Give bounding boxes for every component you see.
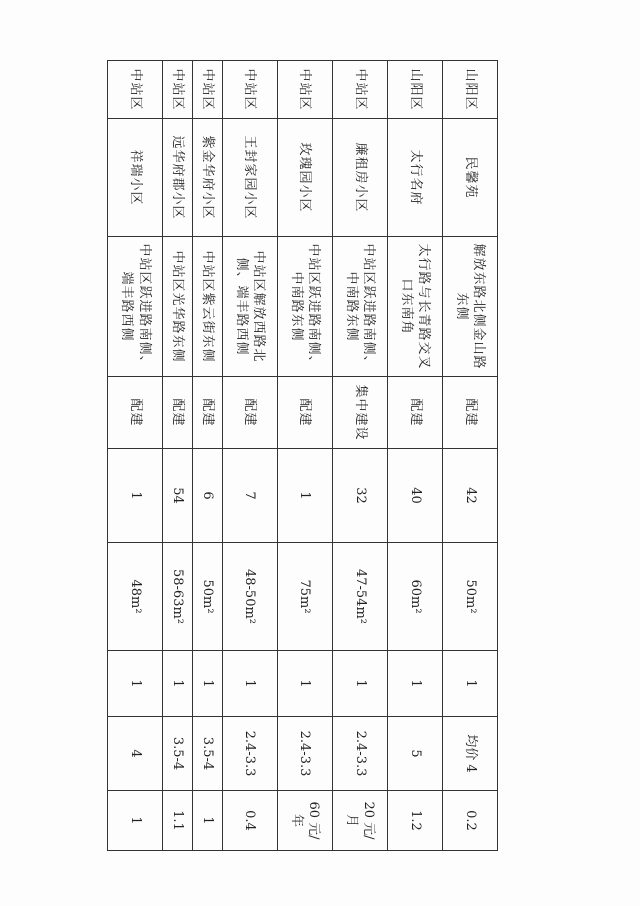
location-cell: 中站区解放西路北侧、端丰路西侧 <box>222 237 277 377</box>
build-type-cell: 配建 <box>387 377 442 449</box>
location-cell: 中站区跃进路南侧、中南路东侧 <box>277 237 332 377</box>
rent-cell: 0.2 <box>442 791 497 851</box>
district-cell: 中站区 <box>332 61 387 119</box>
area-cell: 75m² <box>277 543 332 651</box>
location-cell: 中站区光华路东侧 <box>163 237 193 377</box>
housing-table <box>107 60 498 851</box>
price-cell: 2.4-3.3 <box>277 717 332 791</box>
area-cell: 47-54m² <box>332 543 387 651</box>
price-cell: 3.5-4 <box>192 717 222 791</box>
district-cell: 中站区 <box>108 61 163 119</box>
area-cell: 50m² <box>442 543 497 651</box>
price-cell: 2.4-3.3 <box>222 717 277 791</box>
rooms-cell: 1 <box>387 651 442 717</box>
units-cell: 42 <box>442 449 497 543</box>
units-cell: 32 <box>332 449 387 543</box>
rent-cell: 0.4 <box>222 791 277 851</box>
community-name-cell: 王封家园小区 <box>222 119 277 237</box>
table-row <box>277 61 332 851</box>
community-name-cell: 紫金华府小区 <box>192 119 222 237</box>
units-cell: 54 <box>163 449 193 543</box>
units-cell: 7 <box>222 449 277 543</box>
location-cell: 解放东路北侧金山路东侧 <box>442 237 497 377</box>
rooms-cell: 1 <box>442 651 497 717</box>
price-cell: 5 <box>387 717 442 791</box>
rooms-cell: 1 <box>222 651 277 717</box>
rent-cell: 1 <box>192 791 222 851</box>
area-cell: 60m² <box>387 543 442 651</box>
location-cell: 中站区跃进路南侧、中南路东侧 <box>332 237 387 377</box>
rooms-cell: 1 <box>192 651 222 717</box>
units-cell: 1 <box>277 449 332 543</box>
rent-cell: 1.1 <box>163 791 193 851</box>
community-name-cell: 廉租房小区 <box>332 119 387 237</box>
rooms-cell: 1 <box>163 651 193 717</box>
location-cell: 太行路与长青路交叉口东南角 <box>387 237 442 377</box>
rooms-cell: 1 <box>332 651 387 717</box>
location-cell: 中站区跃进路南侧、端丰路西侧 <box>108 237 163 377</box>
district-cell: 山阳区 <box>442 61 497 119</box>
units-cell: 1 <box>108 449 163 543</box>
build-type-cell: 配建 <box>222 377 277 449</box>
community-name-cell: 祥瑞小区 <box>108 119 163 237</box>
price-cell: 2.4-3.3 <box>332 717 387 791</box>
table-frame <box>107 60 498 850</box>
district-cell: 中站区 <box>277 61 332 119</box>
community-name-cell: 太行名府 <box>387 119 442 237</box>
units-cell: 40 <box>387 449 442 543</box>
rooms-cell: 1 <box>108 651 163 717</box>
rent-cell: 1 <box>108 791 163 851</box>
district-cell: 山阳区 <box>387 61 442 119</box>
community-name-cell: 玫瑰园小区 <box>277 119 332 237</box>
table-row <box>442 61 497 851</box>
price-cell: 均价 4 <box>442 717 497 791</box>
rent-cell: 1.2 <box>387 791 442 851</box>
price-cell: 3.5-4 <box>163 717 193 791</box>
build-type-cell: 配建 <box>163 377 193 449</box>
district-cell: 中站区 <box>192 61 222 119</box>
area-cell: 50m² <box>192 543 222 651</box>
rent-cell: 20 元/月 <box>332 791 387 851</box>
rooms-cell: 1 <box>277 651 332 717</box>
build-type-cell: 配建 <box>108 377 163 449</box>
table-row <box>108 61 163 851</box>
community-name-cell: 远华府郡小区 <box>163 119 193 237</box>
community-name-cell: 民馨苑 <box>442 119 497 237</box>
rent-cell: 60 元/年 <box>277 791 332 851</box>
build-type-cell: 配建 <box>192 377 222 449</box>
area-cell: 48m² <box>108 543 163 651</box>
units-cell: 6 <box>192 449 222 543</box>
table-row <box>332 61 387 851</box>
build-type-cell: 配建 <box>277 377 332 449</box>
table-row <box>163 61 193 851</box>
location-cell: 中站区紫云街东侧 <box>192 237 222 377</box>
district-cell: 中站区 <box>222 61 277 119</box>
table-row <box>192 61 222 851</box>
price-cell: 4 <box>108 717 163 791</box>
build-type-cell: 集中建设 <box>332 377 387 449</box>
build-type-cell: 配建 <box>442 377 497 449</box>
area-cell: 48-50m² <box>222 543 277 651</box>
area-cell: 58-63m² <box>163 543 193 651</box>
table-row <box>387 61 442 851</box>
table-row <box>222 61 277 851</box>
district-cell: 中站区 <box>163 61 193 119</box>
